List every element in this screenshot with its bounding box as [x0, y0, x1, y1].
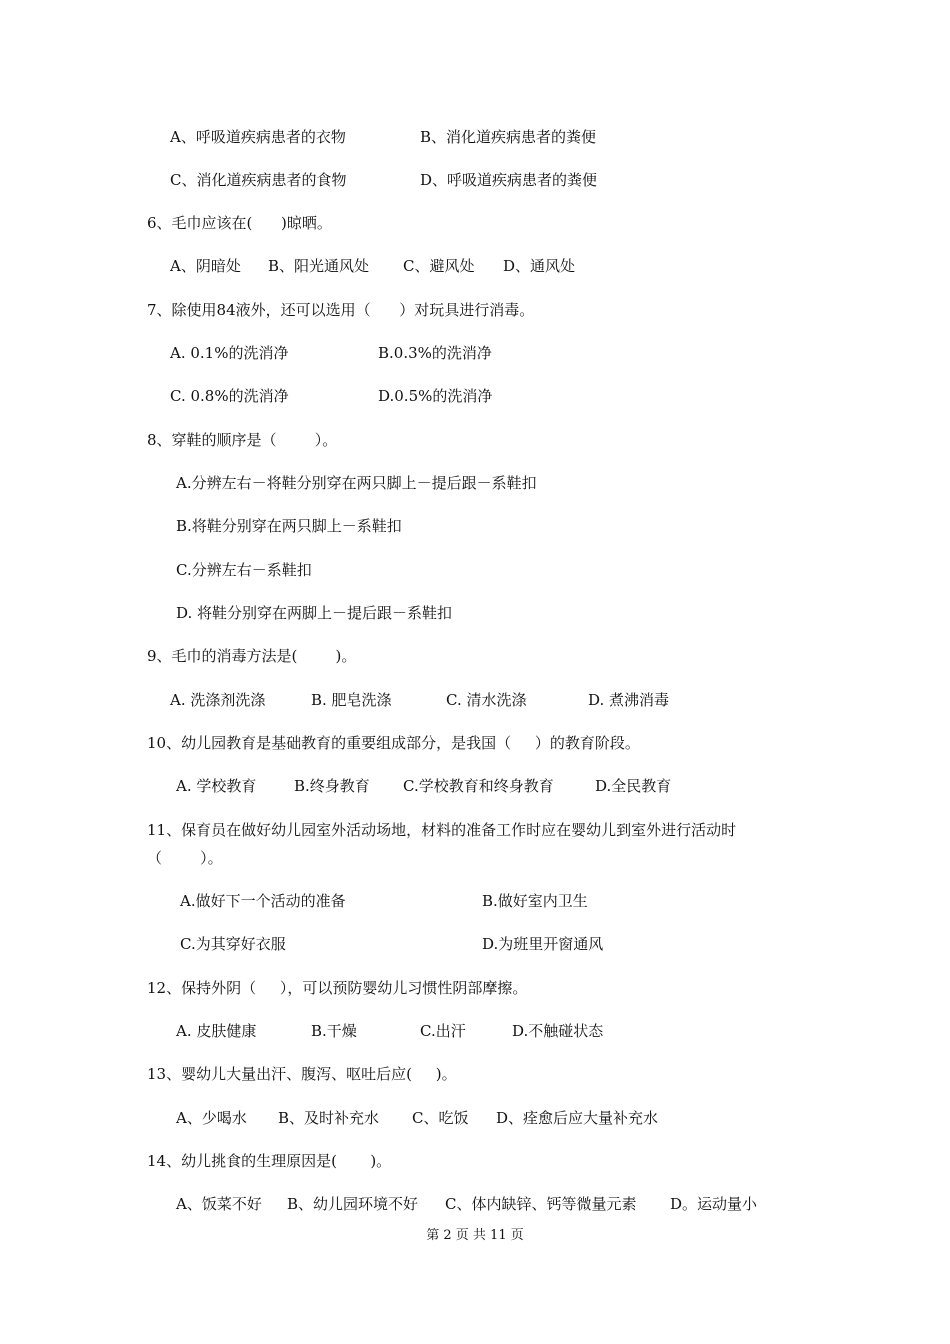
q8-option-b: B.将鞋分别穿在两只脚上－系鞋扣 — [176, 517, 402, 535]
q14-option-a: A、饭菜不好 — [176, 1195, 262, 1213]
q12-option-c: C.出汗 — [420, 1022, 466, 1040]
q11-option-c: C.为其穿好衣服 — [180, 935, 286, 953]
q13-option-d: D、痊愈后应大量补充水 — [496, 1109, 659, 1127]
q10-option-d: D.全民教育 — [595, 777, 672, 795]
q11-option-b: B.做好室内卫生 — [482, 892, 588, 910]
q6-stem: 6、毛巾应该在( )晾晒。 — [147, 214, 332, 232]
q9-option-b: B. 肥皂洗涤 — [311, 691, 392, 709]
q14-stem: 14、幼儿挑食的生理原因是( )。 — [147, 1152, 392, 1170]
q7-option-d: D.0.5%的洗消净 — [378, 387, 493, 405]
q9-stem: 9、毛巾的消毒方法是( )。 — [147, 647, 357, 665]
q6-option-c: C、避风处 — [403, 257, 475, 275]
page-footer: 第 2 页 共 11 页 — [426, 1228, 524, 1243]
q8-option-d: D. 将鞋分别穿在两脚上－提后跟－系鞋扣 — [176, 604, 453, 622]
q8-option-a: A.分辨左右－将鞋分别穿在两只脚上－提后跟－系鞋扣 — [176, 474, 537, 492]
q11-option-d: D.为班里开窗通风 — [482, 935, 604, 953]
q11-stem-line2: （ ）。 — [147, 849, 223, 867]
q8-option-c: C.分辨左右－系鞋扣 — [176, 561, 312, 579]
q11-stem-line1: 11、保育员在做好幼儿园室外活动场地，材料的准备工作时应在婴幼儿到室外进行活动时 — [147, 821, 737, 839]
q12-option-b: B.干燥 — [311, 1022, 357, 1040]
q8-stem: 8、穿鞋的顺序是（ ）。 — [147, 431, 338, 449]
q5-option-c: C、消化道疾病患者的食物 — [170, 171, 347, 189]
q9-option-a: A. 洗涤剂洗涤 — [170, 691, 266, 709]
q12-option-a: A. 皮肤健康 — [176, 1022, 257, 1040]
q14-option-b: B、幼儿园环境不好 — [287, 1195, 419, 1213]
q7-option-c: C. 0.8%的洗消净 — [170, 387, 289, 405]
q14-option-c: C、体内缺锌、钙等微量元素 — [445, 1195, 637, 1213]
q7-option-b: B.0.3%的洗消净 — [378, 344, 492, 362]
q6-option-a: A、阴暗处 — [170, 257, 241, 275]
q10-stem: 10、幼儿园教育是基础教育的重要组成部分，是我国（ ）的教育阶段。 — [147, 734, 640, 752]
q5-option-b: B、消化道疾病患者的粪便 — [420, 128, 597, 146]
q6-option-d: D、通风处 — [503, 257, 576, 275]
q5-option-d: D、呼吸道疾病患者的粪便 — [420, 171, 598, 189]
q13-stem: 13、婴幼儿大量出汗、腹泻、呕吐后应( )。 — [147, 1065, 457, 1083]
q14-option-d: D。运动量小 — [670, 1195, 758, 1213]
q13-option-b: B、及时补充水 — [278, 1109, 380, 1127]
q5-option-a: A、呼吸道疾病患者的衣物 — [170, 128, 346, 146]
q9-option-d: D. 煮沸消毒 — [588, 691, 670, 709]
q13-option-a: A、少喝水 — [176, 1109, 247, 1127]
q9-option-c: C. 清水洗涤 — [446, 691, 527, 709]
q6-option-b: B、阳光通风处 — [268, 257, 370, 275]
q7-option-a: A. 0.1%的洗消净 — [170, 344, 289, 362]
q10-option-a: A. 学校教育 — [176, 777, 257, 795]
q10-option-b: B.终身教育 — [294, 777, 370, 795]
q7-stem: 7、除使用84液外，还可以选用（ ）对玩具进行消毒。 — [147, 301, 535, 319]
q12-option-d: D.不触碰状态 — [512, 1022, 604, 1040]
q12-stem: 12、保持外阴（ ），可以预防婴幼儿习惯性阴部摩擦。 — [147, 979, 528, 997]
q13-option-c: C、吃饭 — [412, 1109, 469, 1127]
q10-option-c: C.学校教育和终身教育 — [403, 777, 554, 795]
q11-option-a: A.做好下一个活动的准备 — [180, 892, 346, 910]
